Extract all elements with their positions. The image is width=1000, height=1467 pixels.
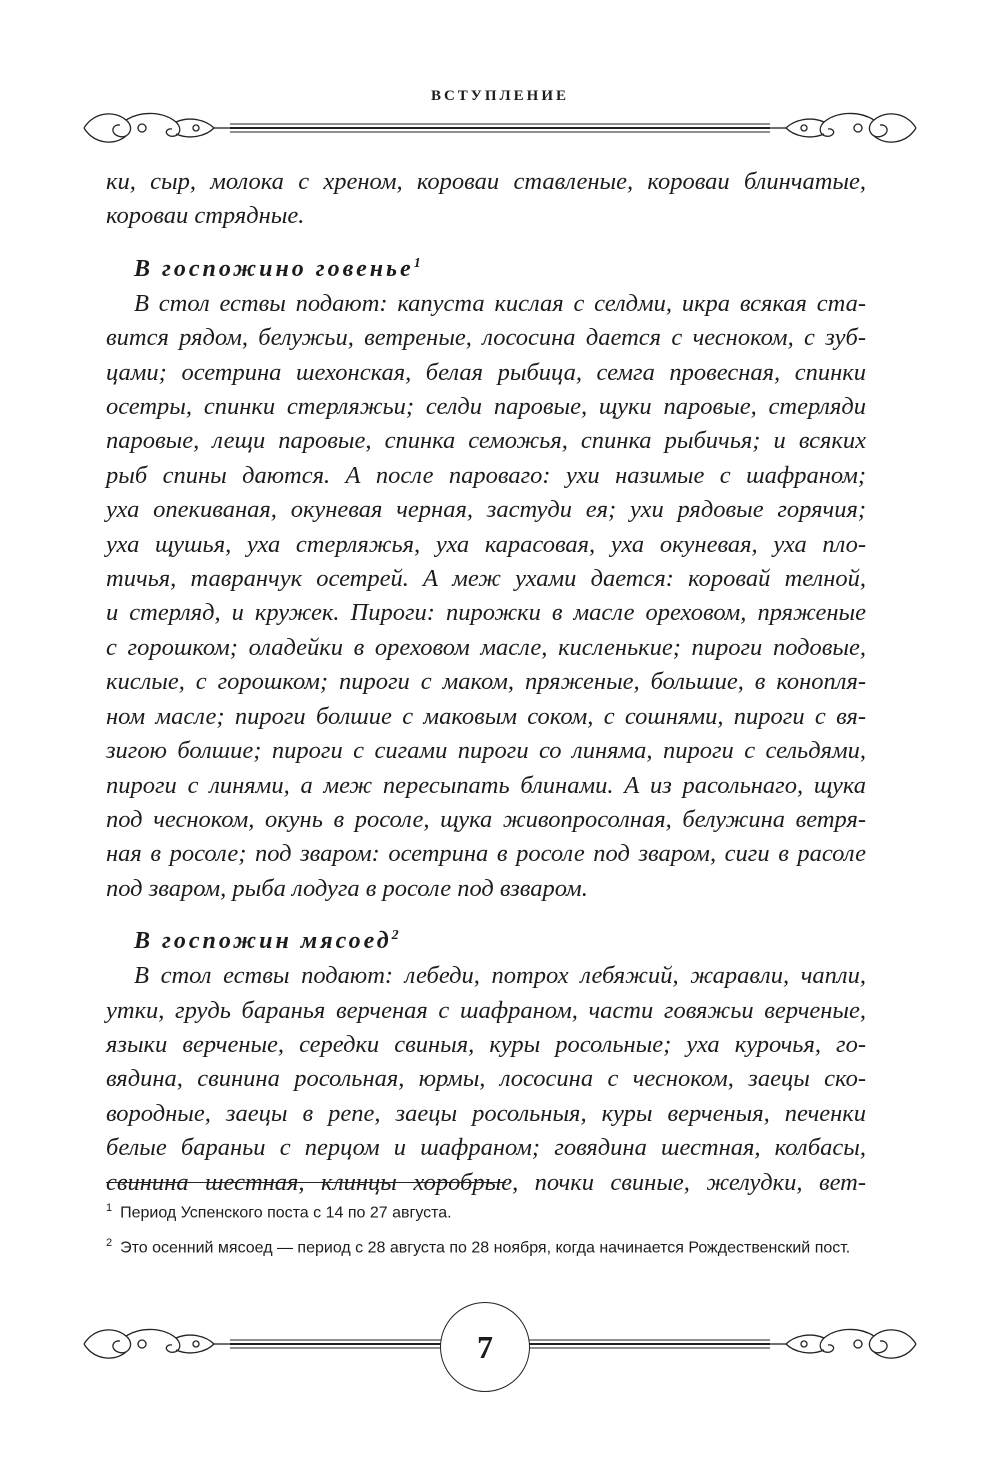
text-line: вядина, свинина росольная, юрмы, лососина с чесноком, заецы ско-	[106, 1065, 866, 1093]
text-line: тичья, тавранчук осетрей. А меж ухами дается: коровай телной,	[106, 565, 866, 593]
text-line: В стол ествы подают: капуста кислая с селдми, икра всякая ста-	[134, 289, 866, 317]
top-ornament	[80, 106, 920, 150]
text-line: паровые, лещи паровые, спинка семожья, спинка рыбичья; и всяких	[106, 427, 866, 455]
text-line: белые бараньи с перцом и шафраном; говядина шестная, колбасы,	[106, 1134, 866, 1162]
text-line: короваи стрядные.	[106, 202, 305, 230]
text-line: под зваром, рыба лодуга в росоле под взваром.	[106, 874, 588, 902]
text-line: утки, грудь баранья верченая с шафраном, части говяжьи верченые,	[106, 996, 866, 1024]
text-line: осетры, спинки стерляжьи; селди паровые, щуки паровые, стерляди	[106, 393, 866, 421]
text-line: рыб спины даются. А после пароваго: ухи назимые с шафраном;	[106, 461, 866, 489]
text-line: уха щушья, уха стерляжья, уха карасовая, уха окуневая, уха пло-	[106, 530, 866, 558]
section-heading-myasoed: В госпожин мясоед$^2$	[134, 928, 399, 955]
text-line: с горошком; оладейки в ореховом масле, кисленькие; пироги подовые,	[106, 633, 866, 661]
text-line: В стол ествы подают: лебеди, потрох лебяжий, жаравли, чапли,	[134, 962, 866, 990]
main-text	[106, 165, 866, 1200]
text-line: ная в росоле; под зваром: осетрина в росоле под зваром, сиги в расоле	[106, 840, 866, 868]
footnotes	[106, 1196, 866, 1267]
text-line: языки верченые, середки свиныя, куры росольные; уха курочья, го-	[106, 1030, 866, 1058]
text-line: кислые, с горошком; пироги с маком, пряженые, большие, в конопля-	[106, 668, 866, 696]
text-line: цами; осетрина шехонская, белая рыбица, семга провесная, спинки	[106, 358, 866, 386]
footnote-2: $^2$ Это осенний мясоед — период с 28 августа по 28 ноября, когда начинается Рождественский пост.	[106, 1237, 851, 1257]
footnote-1: $^1$ Период Успенского поста с 14 по 27 августа.	[106, 1202, 452, 1222]
footnote-ref: 1	[413, 255, 421, 271]
running-header: ВСТУПЛЕНИЕ	[430, 88, 570, 104]
text-line: вородные, заецы в репе, заецы росольныя, куры верченыя, печенки	[106, 1099, 866, 1127]
section-heading-govenie: В госпожино говенье$^1$	[134, 255, 421, 282]
text-line: зигою болшие; пироги с сигами пироги со линяма, пироги с сельдями,	[106, 737, 866, 765]
text-line: ном масле; пироги болшие с маковым соком, с сошнями, пироги с вя-	[106, 702, 866, 730]
text-line: и стерляд, и кружек. Пироги: пирожки в масле ореховом, пряженые	[106, 599, 866, 627]
text-line: пироги с линями, а меж пересыпать блинами. А из расольнаго, щука	[106, 771, 866, 799]
text-line: вится рядом, белужьи, ветреные, лососина дается с чесноком, с зуб-	[106, 324, 866, 352]
page-number: 7	[440, 1302, 530, 1392]
text-line: ки, сыр, молока с хреном, короваи ставленые, короваи блинчатые,	[106, 168, 866, 195]
text-line: уха опекиваная, окуневая черная, застуди ея; ухи рядовые горячия;	[106, 496, 866, 524]
text-line: под чесноком, окунь в росоле, щука живопросолная, белужина ветря-	[106, 805, 866, 833]
footnote-ref: 2	[391, 928, 399, 944]
footnote-divider	[106, 1182, 506, 1183]
text-line: свинина шестная, клинцы хоробрые, почки свиные, желудки, вет-	[106, 1168, 866, 1196]
